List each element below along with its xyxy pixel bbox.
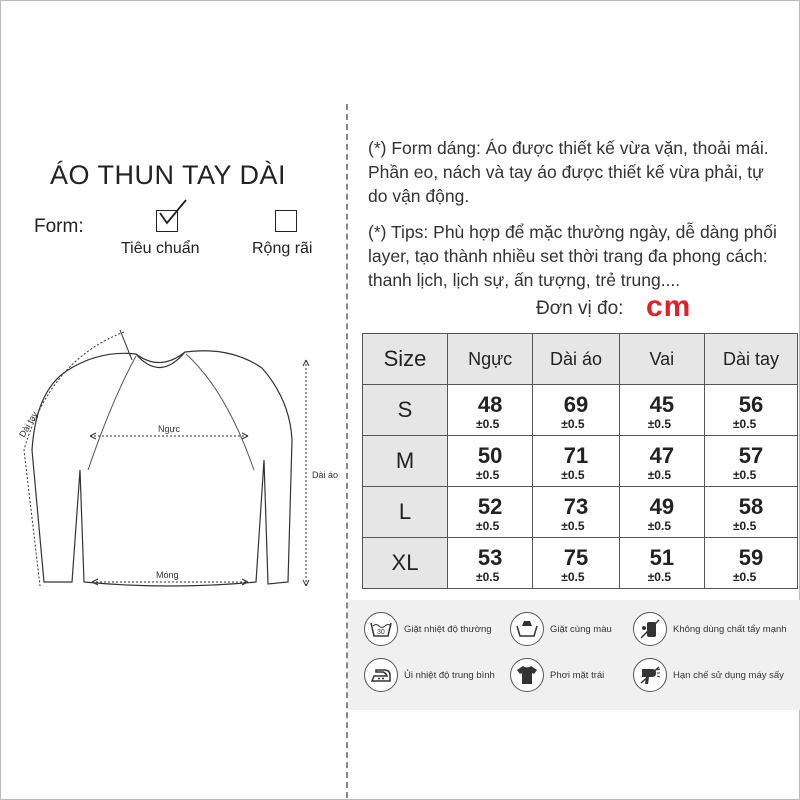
product-title: ÁO THUN TAY DÀI (50, 160, 287, 190)
value-cell (619, 538, 704, 589)
value-cell (533, 436, 619, 487)
size-table (362, 333, 798, 589)
wash-normal-icon (364, 612, 398, 646)
tolerance: ±0.5 (561, 417, 585, 431)
value-cell (533, 538, 619, 589)
limit-dryer-icon (633, 658, 667, 692)
care-label: Hạn chế sử dụng máy sấy (673, 669, 784, 681)
value: 48 (477, 392, 503, 417)
care-item (364, 658, 495, 692)
tolerance: ±0.5 (476, 468, 500, 482)
value: 75 (563, 545, 589, 570)
iron-medium-icon (364, 658, 398, 692)
tolerance: ±0.5 (732, 519, 757, 533)
care-label: Giặt nhiệt độ thường (404, 623, 492, 635)
size-cell: L (363, 487, 448, 538)
value-cell (533, 487, 619, 538)
care-item (510, 658, 604, 692)
shirt-diagram (0, 320, 346, 610)
tolerance: ±0.5 (476, 570, 500, 584)
option-standard-label: Tiêu chuẩn (121, 240, 200, 257)
length-measure-label: Dài áo (312, 470, 339, 480)
value: 51 (649, 545, 675, 570)
value-cell (704, 538, 797, 589)
dry-inside-out-icon (510, 658, 544, 692)
shirt-neck (136, 352, 185, 368)
tips-description: (*) Tips: Phù hợp để mặc thường ngày, dễ dàng phối layer, tạo thành nhiều set thời trang đa phong cách: thanh lịch, lịch sự, ấn tượng, trẻ trung.... (368, 222, 777, 290)
tolerance: ±0.5 (647, 468, 671, 482)
no-bleach-icon (633, 612, 667, 646)
header-length: Dài áo (533, 334, 619, 385)
value: 49 (649, 494, 675, 519)
tolerance: ±0.5 (476, 417, 500, 431)
value: 69 (563, 392, 589, 417)
option-loose-label: Rộng rãi (252, 240, 313, 257)
table-row (363, 436, 798, 487)
form-label: Form: (34, 216, 84, 237)
left-panel (0, 0, 346, 800)
value-cell (448, 385, 533, 436)
tolerance: ±0.5 (647, 417, 671, 431)
table-row (363, 538, 798, 589)
size-cell: S (363, 385, 448, 436)
care-label: Không dùng chất tẩy mạnh (673, 623, 787, 635)
tolerance: ±0.5 (476, 519, 500, 533)
value: 50 (477, 443, 503, 468)
value-cell (704, 385, 797, 436)
table-row (363, 487, 798, 538)
value: 71 (563, 443, 589, 468)
size-cell: M (363, 436, 448, 487)
value-cell (619, 436, 704, 487)
table-row (363, 385, 798, 436)
value-cell (704, 487, 797, 538)
value-cell (619, 487, 704, 538)
check-icon (158, 198, 188, 228)
value: 57 (738, 443, 764, 468)
hem-measure-label: Móng (156, 570, 179, 580)
value: 52 (477, 494, 503, 519)
tolerance: ±0.5 (647, 570, 671, 584)
value: 53 (477, 545, 503, 570)
care-item (510, 612, 612, 646)
size-cell: XL (363, 538, 448, 589)
tolerance: ±0.5 (561, 519, 585, 533)
value: 45 (649, 392, 675, 417)
value: 47 (649, 443, 675, 468)
care-item (633, 658, 784, 692)
tolerance: ±0.5 (561, 570, 585, 584)
value-cell (448, 436, 533, 487)
care-label: Ủi nhiệt độ trung bình (404, 669, 495, 681)
tolerance: ±0.5 (732, 417, 757, 431)
value: 58 (738, 494, 764, 519)
value-cell (533, 385, 619, 436)
header-sleeve: Dài tay (704, 334, 797, 385)
wash-same-color-icon (510, 612, 544, 646)
size-table-header (363, 334, 798, 385)
chest-measure-label: Ngực (158, 424, 181, 434)
value-cell (704, 436, 797, 487)
value-cell (619, 385, 704, 436)
care-label: Giặt cùng màu (550, 623, 612, 635)
form-description: (*) Form dáng: Áo được thiết kế vừa vặn, thoải mái. Phần eo, nách và tay áo được thiết kế vừa phải, tự do vận động. (368, 138, 769, 206)
tolerance: ±0.5 (732, 570, 757, 584)
value-cell (448, 487, 533, 538)
checkbox-loose (275, 210, 297, 232)
care-item (633, 612, 787, 646)
care-item (364, 612, 492, 646)
value: 56 (738, 392, 764, 417)
tolerance: ±0.5 (561, 468, 585, 482)
unit-value: cm (646, 290, 692, 323)
header-chest: Ngực (448, 334, 533, 385)
svg-text:30: 30 (377, 629, 385, 636)
tolerance: ±0.5 (647, 519, 671, 533)
header-shoulder: Vai (619, 334, 704, 385)
sleeve-measure-label: Dài tay (17, 409, 40, 439)
care-label: Phơi mặt trái (550, 669, 605, 681)
tolerance: ±0.5 (732, 468, 757, 482)
care-instructions (348, 600, 800, 710)
value-cell (448, 538, 533, 589)
header-size: Size (363, 334, 448, 385)
value: 59 (738, 545, 764, 570)
unit-label: Đơn vị đo: (536, 298, 624, 319)
value: 73 (563, 494, 589, 519)
